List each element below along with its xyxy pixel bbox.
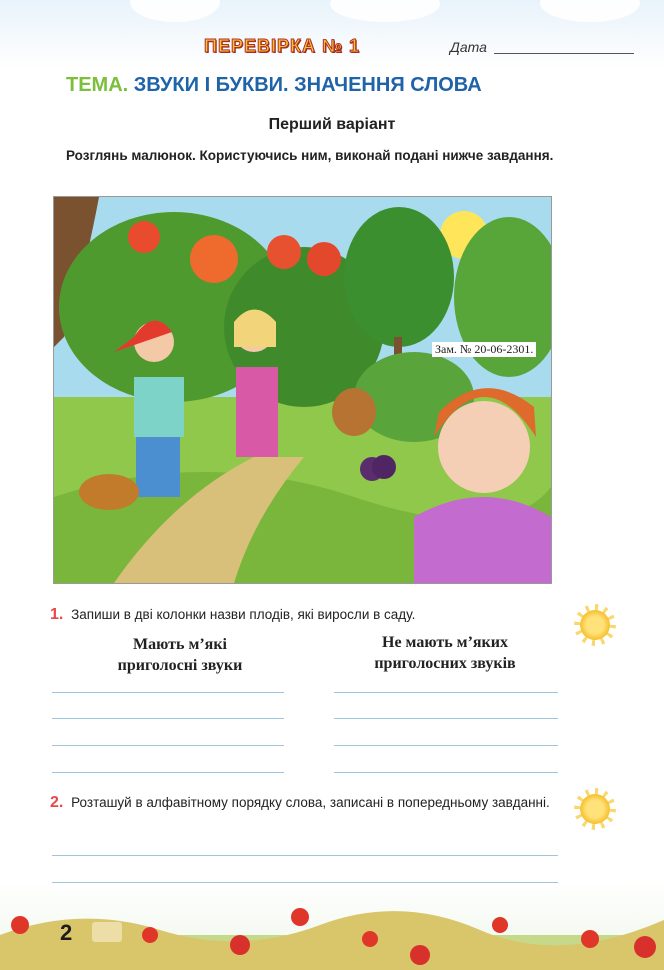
- task-1-number: 1.: [50, 606, 64, 623]
- date-label: Дата: [450, 39, 487, 55]
- topic-lead: ТЕМА.: [66, 74, 129, 96]
- answer-line[interactable]: [52, 855, 558, 856]
- answer-line[interactable]: [52, 772, 284, 773]
- sun-icon: [580, 610, 610, 640]
- cloud-decoration: [330, 0, 440, 22]
- answer-line[interactable]: [52, 692, 284, 693]
- variant-title: Перший варіант: [268, 116, 396, 133]
- answer-line[interactable]: [334, 772, 558, 773]
- topic-heading: [66, 74, 482, 97]
- garden-illustration: [53, 196, 552, 584]
- column-right-heading: [340, 632, 550, 674]
- topic-text: ЗВУКИ І БУКВИ. ЗНАЧЕННЯ СЛОВА: [133, 74, 482, 96]
- answer-line[interactable]: [52, 745, 284, 746]
- answer-line[interactable]: [52, 718, 284, 719]
- page-number-scroll: [92, 922, 122, 942]
- header: [0, 36, 664, 60]
- task-2-text: Розташуй в алфавітному порядку слова, записані в попередньому завданні.: [71, 795, 550, 810]
- column-right-line2: приголосних звуків: [374, 655, 516, 672]
- answer-line[interactable]: [52, 882, 558, 883]
- cloud-decoration: [130, 0, 220, 22]
- column-left-line2: приголосні звуки: [117, 657, 243, 674]
- sun-icon: [580, 794, 610, 824]
- instruction-text: Розглянь малюнок. Користуючись ним, виконай подані нижче завдання.: [66, 148, 554, 163]
- order-stamp: Зам. № 20-06-2301.: [432, 342, 536, 357]
- task-2-number: 2.: [50, 794, 64, 811]
- page-number: 2: [60, 920, 73, 945]
- cloud-decoration: [540, 0, 640, 22]
- answer-line[interactable]: [334, 745, 558, 746]
- column-right-line1: Не мають м’яких: [382, 634, 508, 651]
- date-field[interactable]: [494, 53, 634, 54]
- answer-line[interactable]: [334, 692, 558, 693]
- task-1: [50, 606, 415, 624]
- task-2: [50, 793, 560, 812]
- answer-line[interactable]: [334, 718, 558, 719]
- column-left-heading: [80, 634, 280, 676]
- task-1-text: Запиши в дві колонки назви плодів, які виросли в саду.: [71, 607, 416, 622]
- check-title: ПЕРЕВІРКА № 1: [204, 36, 361, 56]
- garden-scene: [54, 197, 551, 583]
- column-left-line1: Мають м’які: [133, 636, 227, 653]
